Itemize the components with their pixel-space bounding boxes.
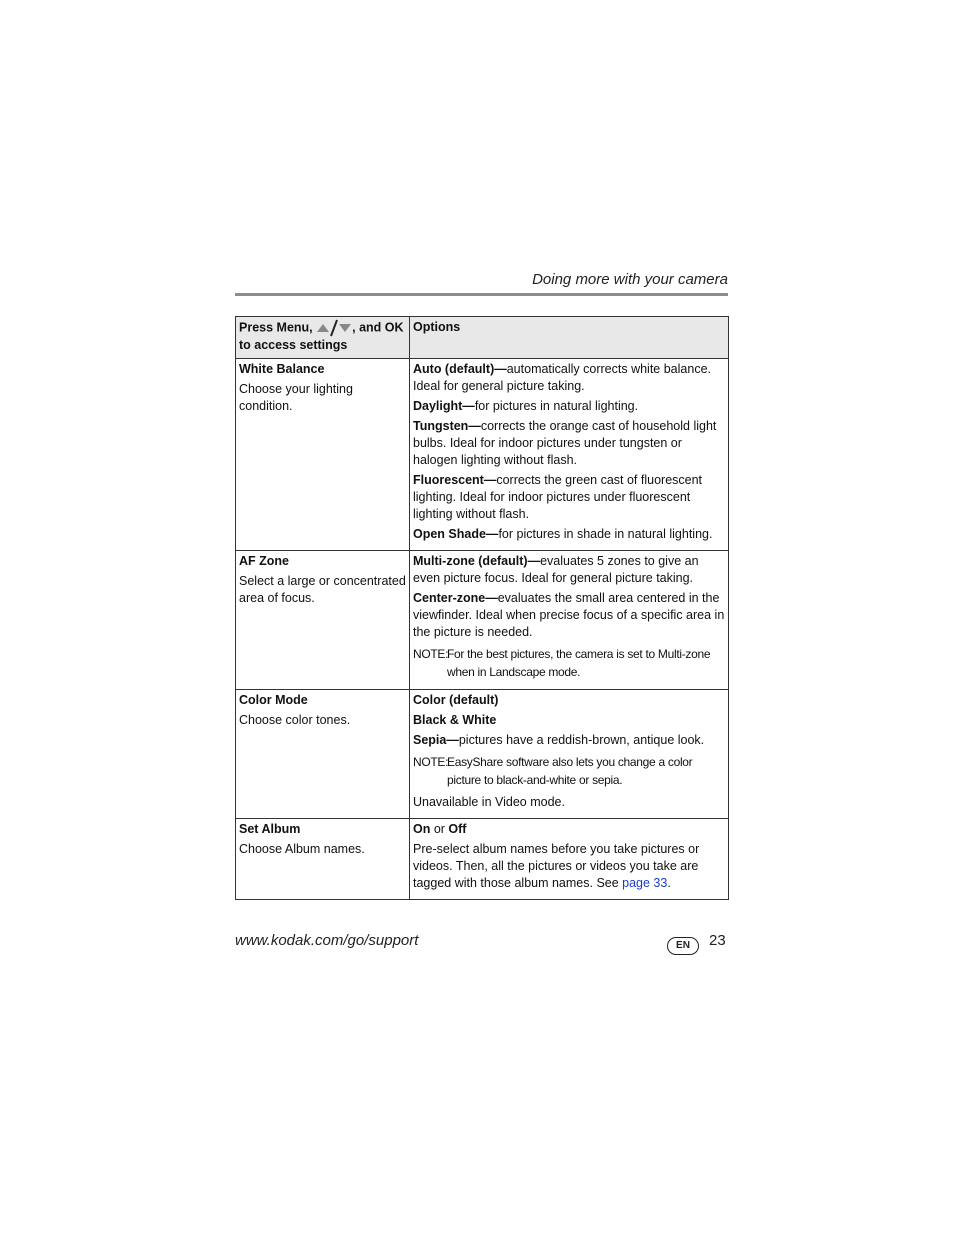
page-number: 23 <box>709 932 726 949</box>
option-text: evaluates the small area centered in the viewfinder. Ideal when precise focus of a specific area in the picture is needed. <box>413 591 725 639</box>
options-cell <box>410 551 729 690</box>
note-label: NOTE: <box>413 647 449 661</box>
option-title: Center-zone— <box>413 591 498 605</box>
option-item <box>413 821 725 838</box>
support-url[interactable]: www.kodak.com/go/support <box>235 932 419 949</box>
option-text: automatically corrects white balance. Ideal for general picture taking. <box>413 362 711 393</box>
options-cell <box>410 359 729 551</box>
option-title: Daylight— <box>413 399 475 413</box>
note <box>413 753 725 789</box>
option-title: Fluorescent— <box>413 473 497 487</box>
option-title: Auto (default)— <box>413 362 507 376</box>
option-off: Off <box>448 822 467 836</box>
setting-name: AF Zone <box>239 554 289 568</box>
table-row <box>236 359 729 551</box>
option-text: for pictures in natural lighting. <box>474 399 639 413</box>
language-badge: EN <box>667 937 699 955</box>
option-text: pictures have a reddish-brown, antique look. <box>458 733 705 747</box>
note <box>413 645 725 681</box>
option-or: or <box>430 822 449 836</box>
option-text: evaluates 5 zones to give an even picture focus. Ideal for general picture taking. <box>413 554 699 585</box>
option-body-end: . <box>667 876 671 890</box>
options-cell <box>410 819 729 900</box>
table-row <box>236 551 729 690</box>
table-row <box>236 690 729 819</box>
option-title: Open Shade— <box>413 527 499 541</box>
option-title: Sepia— <box>413 733 459 747</box>
option-item <box>413 361 725 395</box>
option-title: Black & White <box>413 713 497 727</box>
option-title: Tungsten— <box>413 419 481 433</box>
option-body: Pre-select album names before you take pictures or videos. Then, all the pictures or videos you take are tagged with those album names. See <box>413 842 700 890</box>
setting-cell <box>236 359 410 551</box>
down-arrow-icon <box>338 323 352 333</box>
option-item <box>413 712 725 729</box>
header-suffix: , and OK <box>352 320 404 335</box>
option-item <box>413 692 725 709</box>
table-row <box>236 819 729 900</box>
setting-cell <box>236 551 410 690</box>
up-arrow-icon <box>316 323 330 333</box>
option-item <box>413 472 725 523</box>
options-cell <box>410 690 729 819</box>
header-prefix: Press Menu, <box>239 320 317 335</box>
header-divider <box>235 293 728 296</box>
section-title: Doing more with your camera <box>532 271 728 288</box>
option-on: On <box>413 822 431 836</box>
option-item <box>413 398 725 415</box>
setting-cell <box>236 819 410 900</box>
header-options-cell: Options <box>410 317 729 359</box>
option-text: corrects the orange cast of household light bulbs. Ideal for indoor pictures under tungsten or halogen lighting without flash. <box>413 419 717 467</box>
note-text: For the best pictures, the camera is set to Multi-zone when in Landscape mode. <box>447 647 711 679</box>
setting-cell <box>236 690 410 819</box>
setting-name: Set Album <box>239 822 301 836</box>
page-link[interactable]: page 33 <box>622 876 668 890</box>
settings-table <box>235 316 729 900</box>
option-item <box>413 732 725 749</box>
note-label: NOTE: <box>413 755 449 769</box>
setting-description: Choose your lighting condition. <box>239 382 353 413</box>
setting-description: Choose color tones. <box>239 713 351 727</box>
option-item <box>413 526 725 543</box>
table-header-row <box>236 317 729 359</box>
option-item <box>413 590 725 641</box>
note-text: EasyShare software also lets you change a color picture to black-and-white or sepia. <box>447 755 693 787</box>
setting-name: White Balance <box>239 362 325 376</box>
option-title: Multi-zone (default)— <box>413 554 541 568</box>
header-settings-cell <box>236 317 410 359</box>
setting-description: Select a large or concentrated area of focus. <box>239 574 406 605</box>
header-line2: to access settings <box>239 338 348 352</box>
availability-text: Unavailable in Video mode. <box>413 795 565 809</box>
setting-description: Choose Album names. <box>239 842 365 856</box>
option-text: corrects the green cast of fluorescent lighting. Ideal for indoor pictures under fluorescent lighting without flash. <box>413 473 703 521</box>
option-text: for pictures in shade in natural lighting. <box>498 527 713 541</box>
option-item <box>413 553 725 587</box>
slash-icon <box>330 319 338 337</box>
option-item <box>413 418 725 469</box>
setting-name: Color Mode <box>239 693 308 707</box>
option-description <box>413 841 725 892</box>
option-title: Color (default) <box>413 693 499 707</box>
